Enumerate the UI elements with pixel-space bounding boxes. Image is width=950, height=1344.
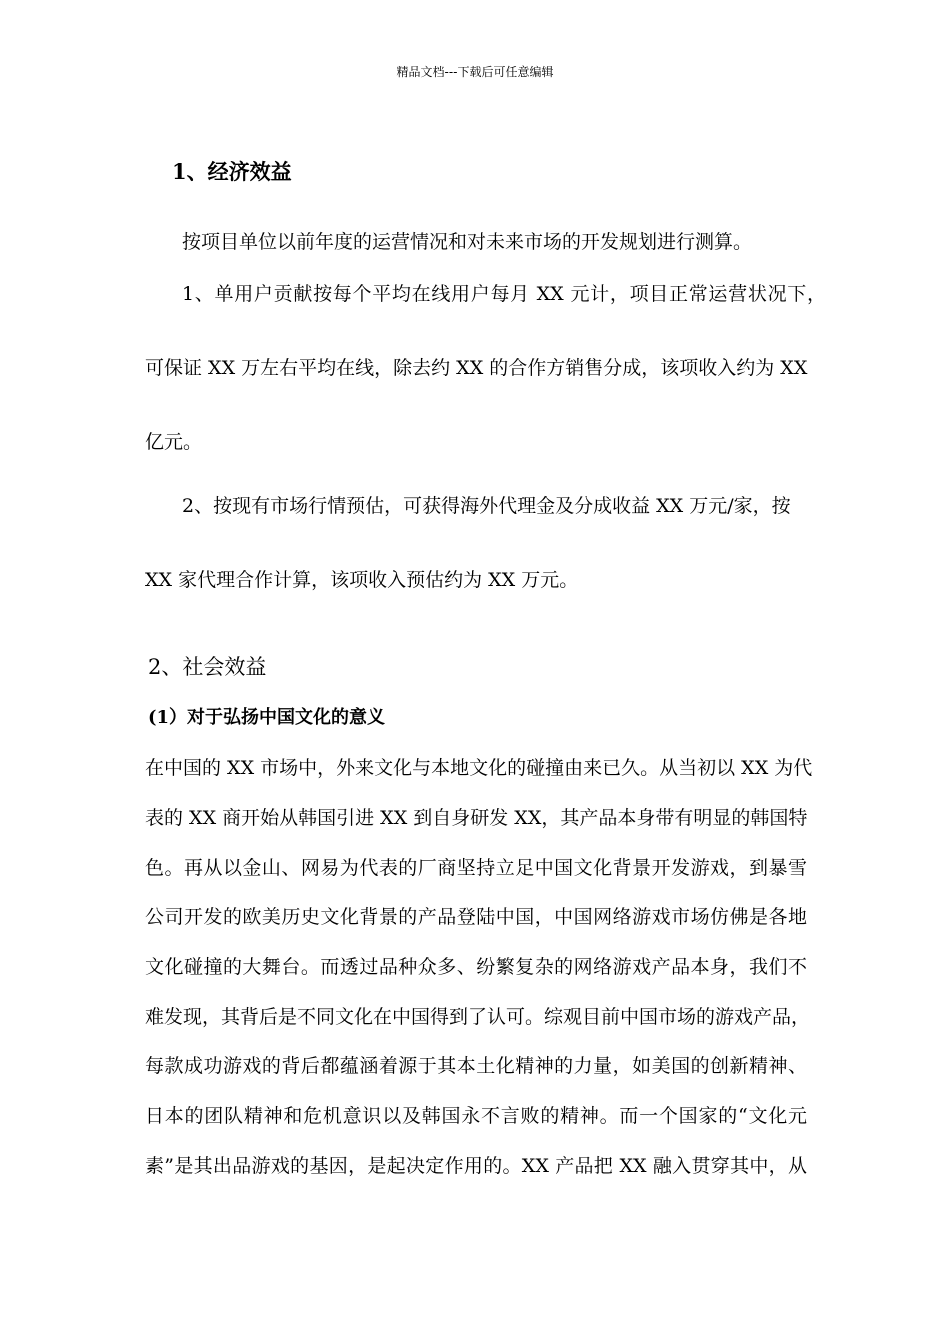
paragraph-line-4: 公司开发的欧美历史文化背景的产品登陆中国，中国网络游戏市场仿佛是各地	[145, 906, 807, 928]
item1-line-2: 可保证 XX 万左右平均在线，除去约 XX 的合作方销售分成，该项收入约为 XX	[145, 357, 808, 379]
section-heading-economic: 1、经济效益	[172, 159, 292, 184]
intro-paragraph: 按项目单位以前年度的运营情况和对未来市场的开发规划进行测算。	[182, 231, 753, 253]
paragraph-line-9: 素”是其出品游戏的基因，是起决定作用的。XX 产品把 XX 融入贯穿其中，从	[145, 1155, 807, 1177]
subsection-heading-culture: (1）对于弘扬中国文化的意义	[148, 707, 386, 728]
paragraph-line-8: 日本的团队精神和危机意识以及韩国永不言败的精神。而一个国家的“文化元	[145, 1105, 807, 1127]
paragraph-line-7: 每款成功游戏的背后都蕴涵着源于其本土化精神的力量，如美国的创新精神、	[145, 1055, 807, 1077]
paragraph-line-5: 文化碰撞的大舞台。而透过品种众多、纷繁复杂的网络游戏产品本身，我们不	[145, 956, 807, 978]
paragraph-line-6: 难发现，其背后是不同文化在中国得到了认可。综观目前中国市场的游戏产品，	[145, 1006, 811, 1028]
item1-line-1: 1、单用户贡献按每个平均在线用户每月 XX 元计，项目正常运营状况下，	[182, 283, 826, 305]
page-header: 精品文档---下载后可任意编辑	[396, 65, 554, 79]
paragraph-line-2: 表的 XX 商开始从韩国引进 XX 到自身研发 XX，其产品本身带有明显的韩国特	[145, 807, 808, 829]
paragraph-line-3: 色。再从以金山、网易为代表的厂商坚持立足中国文化背景开发游戏，到暴雪	[145, 857, 807, 879]
paragraph-line-1: 在中国的 XX 市场中，外来文化与本地文化的碰撞由来已久。从当初以 XX 为代	[145, 757, 813, 779]
item2-line-2: XX 家代理合作计算，该项收入预估约为 XX 万元。	[145, 569, 579, 591]
item2-line-1: 2、按现有市场行情预估，可获得海外代理金及分成收益 XX 万元/家，按	[182, 495, 791, 517]
item1-line-3: 亿元。	[145, 431, 203, 453]
section-heading-social: 2、社会效益	[148, 655, 267, 679]
